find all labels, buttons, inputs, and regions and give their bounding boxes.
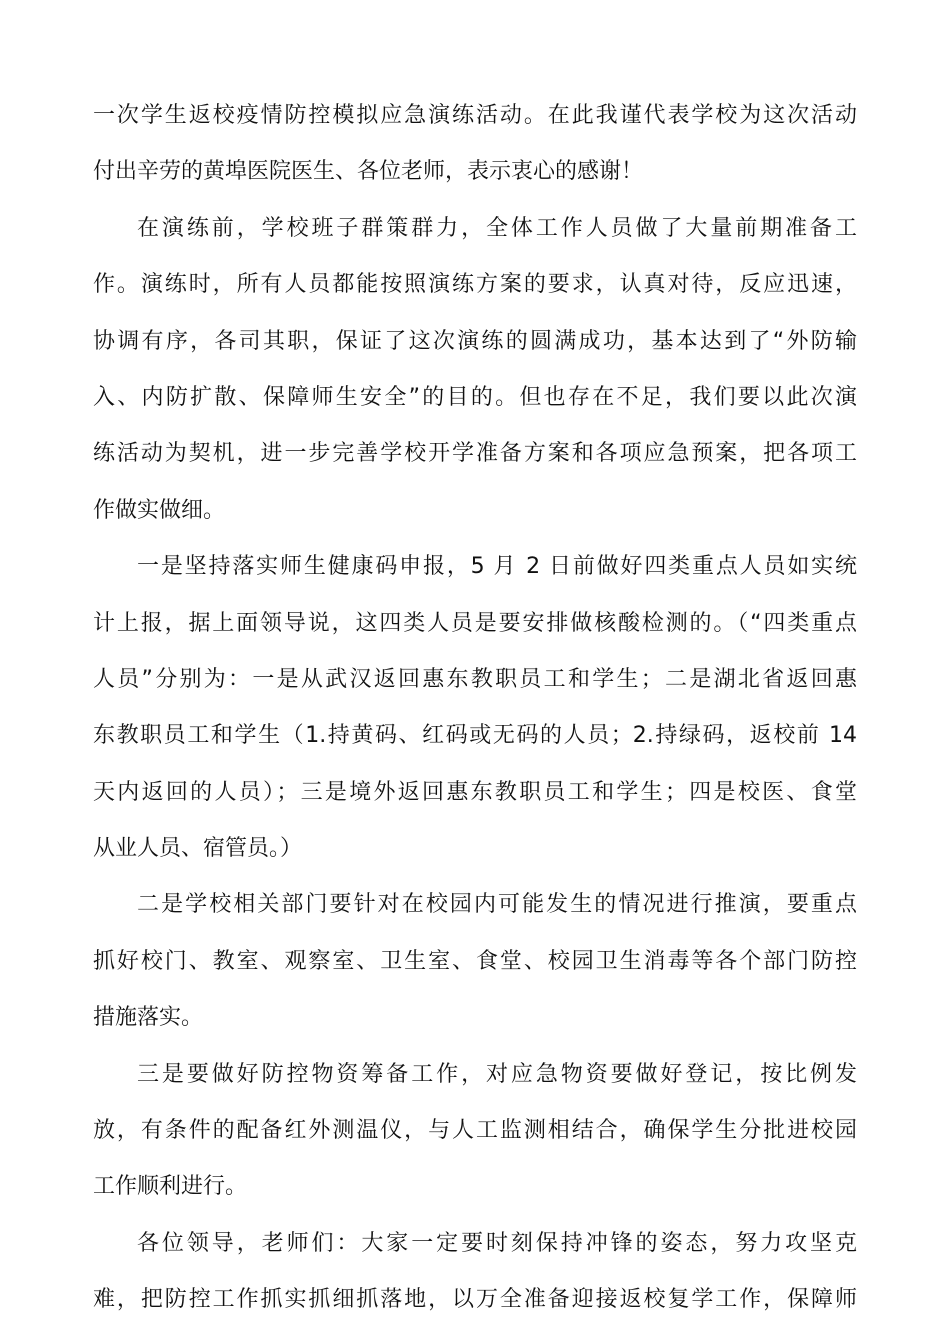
text-line: 二是学校相关部门要针对在校园内可能发生的情况进行推演，要重点 <box>137 892 857 918</box>
paragraph-drill-review <box>93 201 857 539</box>
text-line: 付出辛劳的黄埠医院医生、各位老师，表示衷心的感谢！ <box>93 159 644 185</box>
text-line: 抓好校门、教室、观察室、卫生室、食堂、校园卫生消毒等各个部门防控 <box>93 948 857 974</box>
text-line: 从业人员、宿管员。） <box>93 836 303 862</box>
text-line: 在演练前，学校班子群策群力，全体工作人员做了大量前期准备工 <box>137 215 857 241</box>
text-line: 一次学生返校疫情防控模拟应急演练活动。在此我谨代表学校为这次活动 <box>93 103 857 128</box>
text-line: 难，把防控工作抓实抓细抓落地，以万全准备迎接返校复学工作，保障师 <box>93 1287 857 1313</box>
text-line: 一是坚持落实师生健康码申报，5 月 2 日前做好四类重点人员如实统 <box>137 554 857 580</box>
text-line: 天内返回的人员）；三是境外返回惠东教职员工和学生；四是校医、食堂 <box>93 779 857 805</box>
text-line: 工作顺利进行。 <box>93 1174 248 1200</box>
text-line: 练活动为契机，进一步完善学校开学准备方案和各项应急预案，把各项工 <box>93 441 857 467</box>
text-line: 放，有条件的配备红外测温仪，与人工监测相结合，确保学生分批进校园 <box>93 1118 857 1144</box>
text-line: 措施落实。 <box>93 1005 204 1031</box>
paragraph-supplies <box>93 1047 857 1216</box>
paragraph-department-drill <box>93 877 857 1046</box>
text-line: 计上报，据上面领导说，这四类人员是要安排做核酸检测的。（“四类重点 <box>93 610 857 636</box>
paragraph-health-code <box>93 539 857 877</box>
text-line: 协调有序，各司其职，保证了这次演练的圆满成功，基本达到了“外防输 <box>93 328 857 354</box>
text-line: 人员”分别为：一是从武汉返回惠东教职员工和学生；二是湖北省返回惠 <box>93 666 857 692</box>
text-line: 东教职员工和学生（1.持黄码、红码或无码的人员；2.持绿码，返校前 14 <box>93 723 857 749</box>
text-line: 入、内防扩散、保障师生安全”的目的。但也存在不足，我们要以此次演 <box>93 384 857 410</box>
text-line: 三是要做好防控物资筹备工作，对应急物资要做好登记，按比例发 <box>137 1061 857 1087</box>
text-line: 作。演练时，所有人员都能按照演练方案的要求，认真对待，反应迅速， <box>93 272 857 298</box>
paragraph-thanks <box>93 88 857 201</box>
paragraph-closing <box>93 1216 857 1329</box>
text-line: 各位领导，老师们：大家一定要时刻保持冲锋的姿态，努力攻坚克 <box>137 1230 857 1256</box>
document-page <box>93 88 857 1329</box>
text-line: 作做实做细。 <box>93 497 226 523</box>
